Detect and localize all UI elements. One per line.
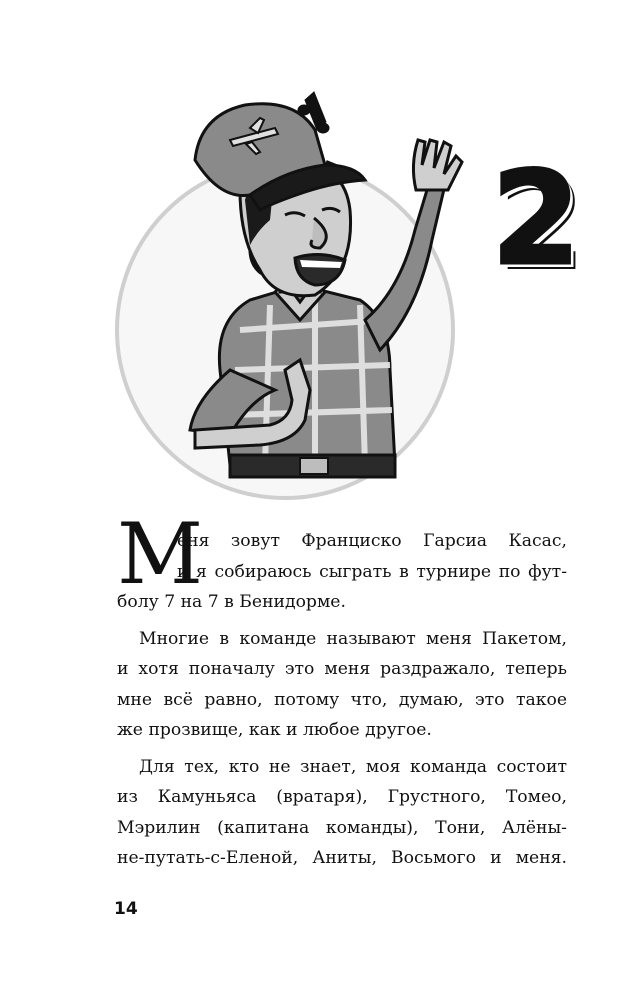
text-line: Мэрилин (капитана команды), Тони, Алёны- xyxy=(117,817,567,838)
paragraph xyxy=(117,624,567,746)
text-line: Многие в команде называют меня Пакетом, xyxy=(139,628,567,649)
singing-boy-illustration xyxy=(100,70,480,500)
text-line: же прозвище, как и любое другое. xyxy=(117,720,432,740)
text-line: не-путать-с-Еленой, Аниты, Восьмого и меня. xyxy=(117,848,567,868)
text-line: Для тех, кто не знает, моя команда состоит xyxy=(139,756,567,777)
text-line: болу 7 на 7 в Бенидорме. xyxy=(117,592,346,612)
text-line: и я собираюсь сыграть в турнире по фут- xyxy=(177,561,567,582)
paragraph xyxy=(117,526,567,618)
text-line: из Камуньяса (вратаря), Грустного, Томео, xyxy=(117,787,567,807)
text-line: еня зовут Франциско Гарсиа Касас, xyxy=(177,531,567,551)
text-line: мне всё равно, потому что, думаю, это такое xyxy=(117,689,567,710)
page-number: 14 xyxy=(114,899,138,919)
paragraph xyxy=(117,752,567,874)
body-text xyxy=(117,526,567,874)
drop-cap: М xyxy=(117,505,204,603)
chapter-number: 2 xyxy=(491,145,581,294)
text-line: и хотя поначалу это меня раздражало, теперь xyxy=(117,659,567,679)
